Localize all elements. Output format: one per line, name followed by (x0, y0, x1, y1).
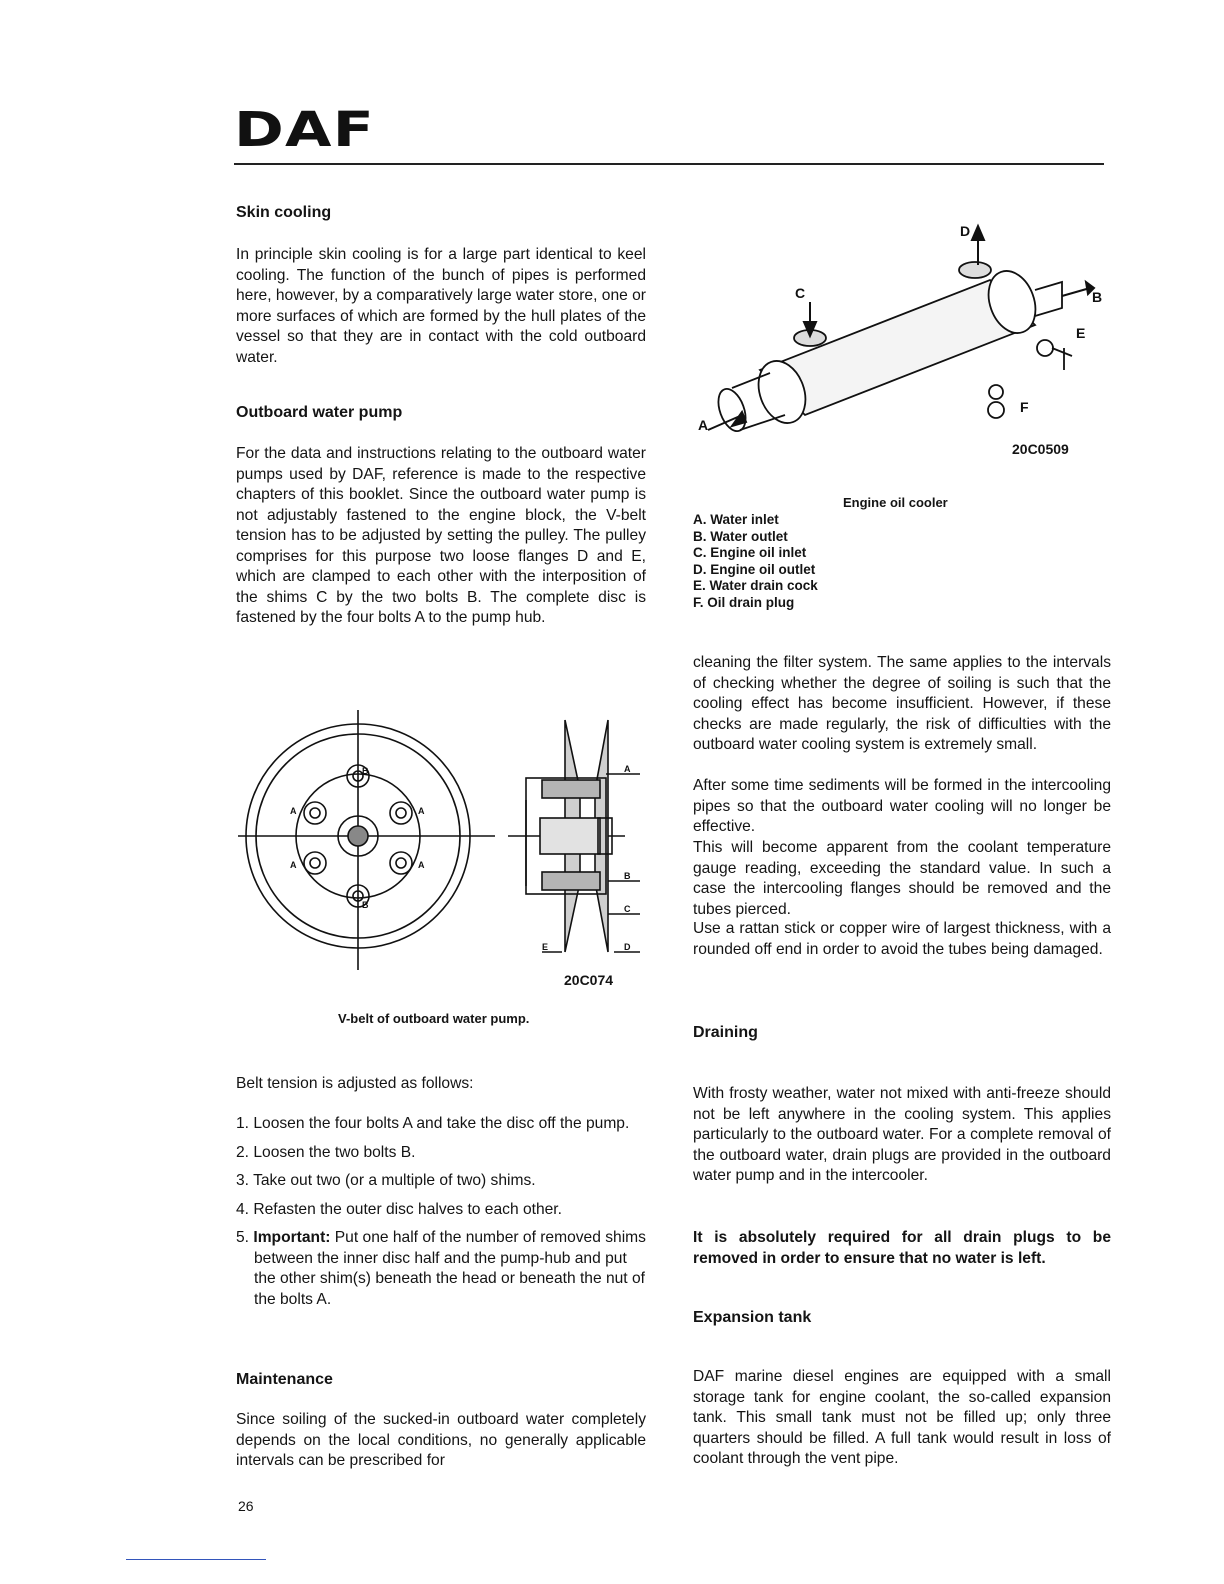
draining-heading: Draining (693, 1024, 758, 1041)
pulley-label-a-4: A (418, 860, 425, 870)
step-text: Loosen the four bolts A and take the disc off the pump. (253, 1115, 630, 1132)
legend-item: A. Water inlet (693, 512, 779, 527)
oil-cooler-caption: Engine oil cooler (843, 495, 948, 510)
maintenance-heading: Maintenance (236, 1371, 333, 1388)
step-number: 2. (236, 1143, 250, 1161)
step-text: Refasten the outer disc halves to each other. (253, 1200, 562, 1218)
pulley-label-b-bottom: B (362, 900, 369, 910)
belt-tension-intro: Belt tension is adjusted as follows: (236, 1075, 474, 1092)
pulley-label-a-3: A (290, 860, 297, 870)
step-text: Put one half of the number of removed shims between the inner disc half and the pump-hub and put the other shim(s) beneath the head or beneath the nut of the bolts A. (254, 1229, 646, 1308)
cooler-label-e: E (1076, 325, 1086, 341)
step-text: Take out two (or a multiple of two) shims. (253, 1172, 536, 1189)
outboard-pump-text: For the data and instructions relating to the outboard water pumps used by DAF, reference is made to the respective chapters of this booklet. Since the outboard water pump is not adjustably fastened to the engine block, the V-belt tension has to be adjusted by setting the pulley. The pulley comprises for this purpose two loose flanges D and E, which are clamped to each other with the interposition of the shims C by the two bolts B. The complete disc is fastened by the four bolts A to the pump hub. (236, 445, 646, 626)
pulley-diagram (230, 700, 660, 1000)
footer-line (126, 1559, 266, 1560)
pulley-label-a-1: A (290, 806, 297, 816)
step-text: Loosen the two bolts B. (253, 1143, 416, 1161)
header-rule (234, 163, 1104, 165)
oil-cooler-diagram (690, 220, 1110, 460)
pulley-label-b-section: B (624, 871, 631, 881)
outboard-pump-heading: Outboard water pump (236, 404, 403, 421)
cleaning-text-1: cleaning the filter system. The same applies to the intervals of checking whether the degree of soiling is such that the cooling effect has become insufficient. However, if these checks are made regularly, the risk of difficulties with the outboard water cooling system is extremely small. (693, 654, 1111, 753)
pulley-label-e: E (542, 942, 549, 952)
oil-cooler-legend (693, 512, 818, 611)
belt-tension-steps (236, 1114, 646, 1318)
oil-cooler-body (713, 262, 1072, 435)
pulley-label-d: D (624, 942, 631, 952)
draining-text: With frosty weather, water not mixed with anti-freeze should not be left anywhere in the cooling system. This applies particularly to the outboard water. For a complete removal of the outboard water, drain plugs are provided in the outboard water pump and in the intercooler. (693, 1085, 1111, 1184)
step-number: 4. (236, 1200, 250, 1218)
pulley-figure-number: 20C074 (564, 972, 614, 988)
pulley-label-a-section: A (624, 764, 631, 774)
cleaning-text-4: Use a rattan stick or copper wire of largest thickness, with a rounded off end in order to avoid the tubes being damaged. (693, 920, 1111, 958)
maintenance-text: Since soiling of the sucked-in outboard water completely depends on the local conditions, no generally applicable intervals can be prescribed for (236, 1411, 646, 1469)
legend-item: F. Oil drain plug (693, 594, 795, 610)
cooler-label-c: C (795, 285, 806, 301)
step-item (236, 1143, 646, 1164)
step-number: 5. (236, 1229, 250, 1246)
legend-item: B. Water outlet (693, 528, 788, 544)
brand-logo: DAF (234, 102, 375, 158)
pulley-section-view (508, 720, 640, 952)
legend-item: E. Water drain cock (693, 578, 818, 593)
pulley-label-a-2: A (418, 806, 425, 816)
cleaning-text-2: After some time sediments will be formed in the intercooling pipes so that the outboard water cooling will no longer be effective. (693, 777, 1111, 835)
step-number: 1. (236, 1115, 250, 1132)
skin-cooling-text: In principle skin cooling is for a large part identical to keel cooling. The function of the bunch of pipes is performed here, however, by a comparatively large water store, one or more surfaces of which are formed by the hull plates of the vessel so that they are in contact with the cold outboard water. (236, 246, 646, 366)
cleaning-text-3: This will become apparent from the coolant temperature gauge reading, exceeding the standard value. In such a case the intercooling flanges should be removed and the tubes pierced. (693, 839, 1111, 918)
oil-cooler-figure-number: 20C0509 (1012, 441, 1069, 457)
step-item (236, 1114, 646, 1135)
step-important-label: Important: (253, 1229, 331, 1246)
skin-cooling-heading: Skin cooling (236, 204, 332, 221)
step-item (236, 1228, 646, 1310)
pulley-front-view (238, 710, 495, 970)
legend-item: C. Engine oil inlet (693, 545, 807, 560)
pulley-figure-caption: V-belt of outboard water pump. (338, 1011, 530, 1026)
step-number: 3. (236, 1172, 250, 1189)
step-item (236, 1200, 646, 1221)
legend-item: D. Engine oil outlet (693, 561, 816, 577)
cooler-label-a: A (698, 417, 709, 433)
pulley-label-c: C (624, 904, 631, 914)
page-number: 26 (238, 1498, 254, 1514)
cooler-label-b: B (1092, 289, 1103, 305)
expansion-tank-heading: Expansion tank (693, 1309, 812, 1326)
cooler-label-d: D (960, 223, 971, 239)
draining-warning: It is absolutely required for all drain plugs to be removed in order to ensure that no water is left. (693, 1229, 1111, 1267)
step-item (236, 1171, 646, 1192)
expansion-tank-text: DAF marine diesel engines are equipped with a small storage tank for engine coolant, the so-called expansion tank. This small tank must not be filled up; only three quarters should be filled. A full tank would result in loss of coolant through the vent pipe. (693, 1368, 1111, 1467)
pulley-label-b-top: B (362, 766, 369, 776)
cooler-label-f: F (1020, 399, 1029, 415)
